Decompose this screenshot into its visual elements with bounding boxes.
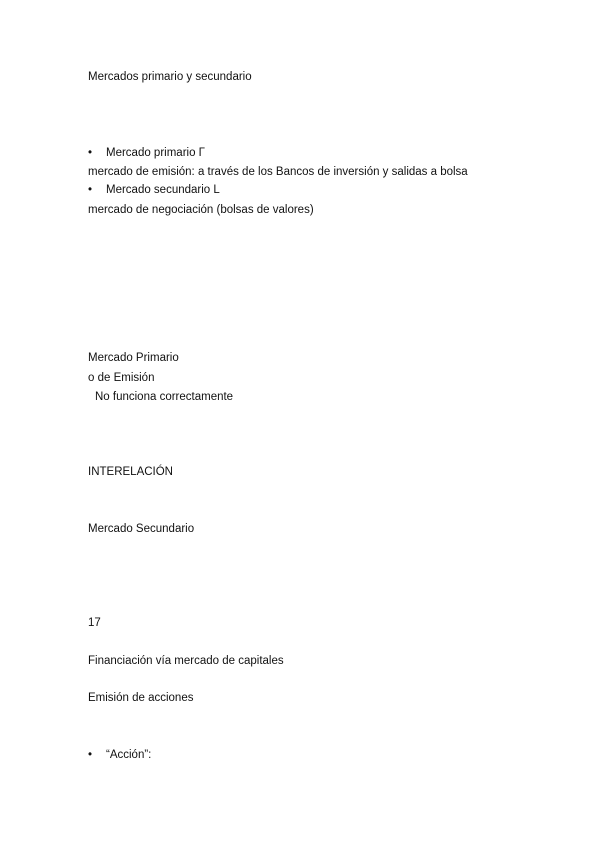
diagram-interrelation-label: INTERELACIÓN xyxy=(88,466,173,478)
bullet-icon: • xyxy=(88,749,93,761)
list-item-label: Mercado primario Γ xyxy=(106,147,206,159)
section-heading: Financiación vía mercado de capitales xyxy=(88,655,284,667)
list-item-label: “Acción”: xyxy=(106,749,152,761)
bullet-icon: • xyxy=(88,147,93,159)
list-item-label: Mercado secundario L xyxy=(106,184,220,196)
list-item-accion xyxy=(88,749,151,763)
page-number: 17 xyxy=(88,617,101,629)
diagram-secondary-label: Mercado Secundario xyxy=(88,523,195,535)
description-mercado-primario: mercado de emisión: a través de los Bancos de inversión y salidas a bolsa xyxy=(88,166,468,178)
subsection-heading: Emisión de acciones xyxy=(88,692,194,704)
description-mercado-secundario: mercado de negociación (bolsas de valores) xyxy=(88,204,314,216)
diagram-primary-sublabel: o de Emisión xyxy=(88,372,155,384)
diagram-primary-label: Mercado Primario xyxy=(88,352,179,364)
diagram-note: No funciona correctamente xyxy=(95,391,234,403)
bullet-icon: • xyxy=(88,184,93,196)
heading-mercados: Mercados primario y secundario xyxy=(88,71,252,83)
list-item-mercado-primario xyxy=(88,147,205,161)
list-item-mercado-secundario xyxy=(88,184,220,198)
